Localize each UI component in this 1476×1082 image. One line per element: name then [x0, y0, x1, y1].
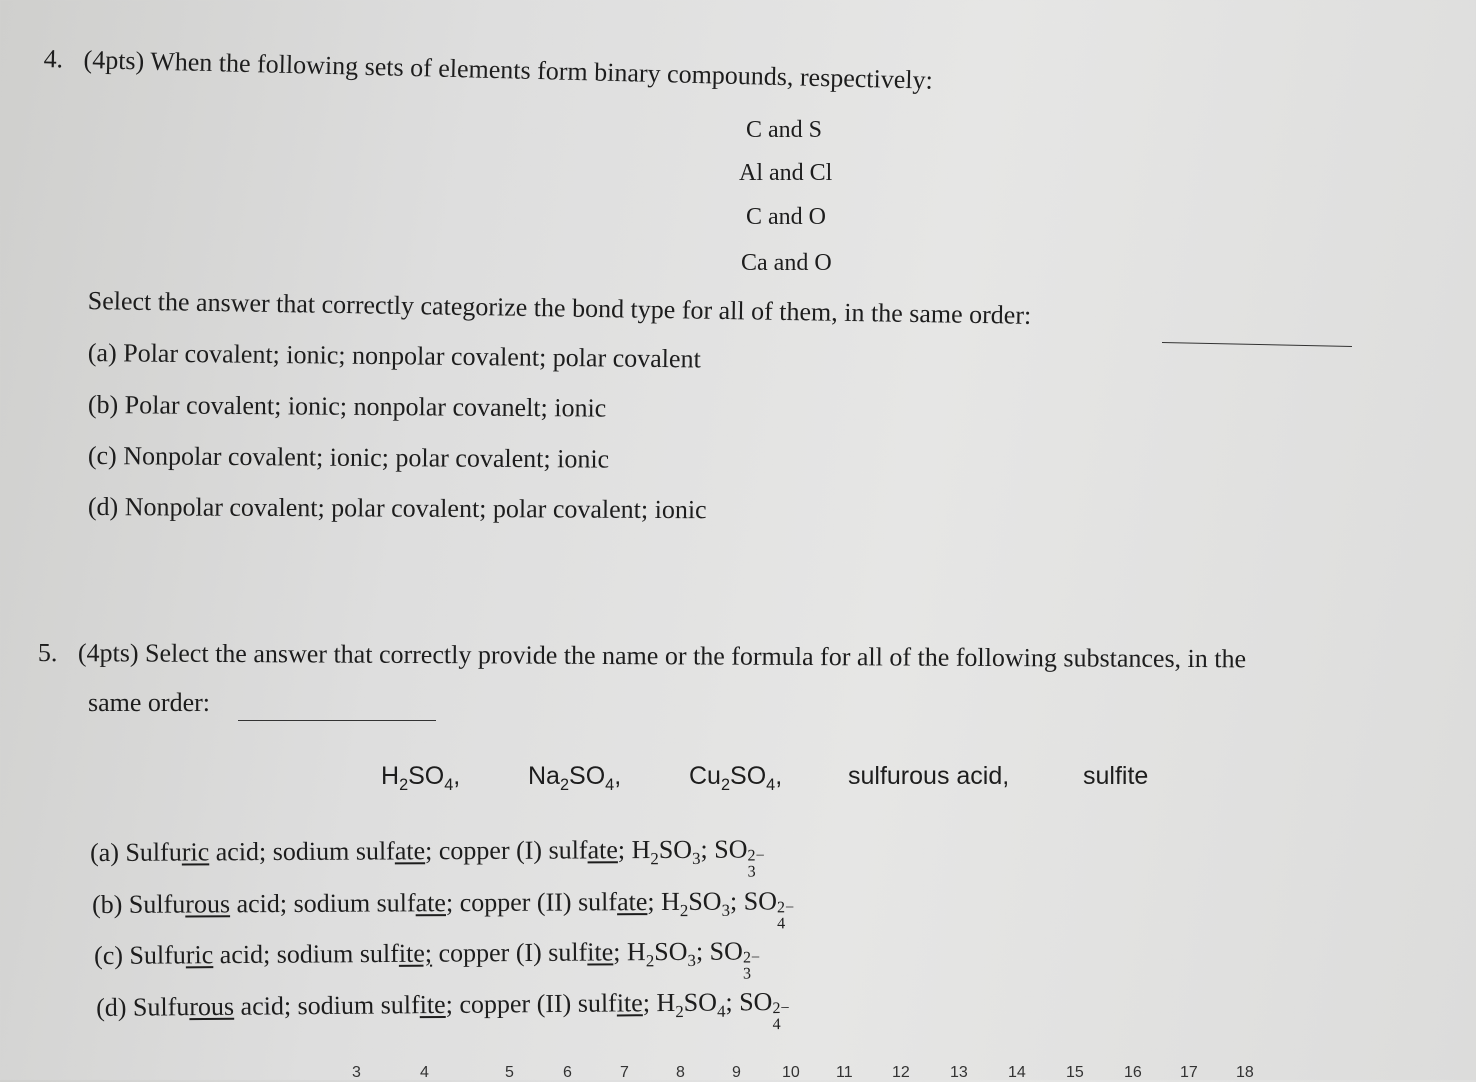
q4-prompt — [88, 286, 1032, 331]
q4-option-b: (b) Polar covalent; ionic; nonpolar covanelt; ionic — [88, 390, 607, 424]
q5-b-u2: ate — [416, 888, 446, 917]
q5-stem-line — [38, 638, 1246, 674]
substance-na2so4-sub2: 4 — [605, 776, 614, 794]
substance-h2so4-sub2: 4 — [444, 776, 453, 794]
q5-d-sub2: 4 — [717, 1002, 726, 1021]
strip-number: 9 — [732, 1064, 741, 1082]
substance-h2so4-part1: H — [381, 762, 399, 790]
substance-na2so4-sub1: 2 — [560, 776, 569, 794]
strip-number: 17 — [1180, 1064, 1198, 1082]
q5-option-a — [90, 834, 762, 872]
q5-a-t4: SO — [659, 835, 692, 864]
bottom-number-strip — [0, 1064, 1476, 1080]
q4-prompt-text: Select the answer that correctly categorize the bond type for all of them, in the same order: — [88, 286, 1032, 330]
q5-c-t5: ; SO — [696, 936, 743, 965]
strip-number: 8 — [676, 1064, 685, 1082]
q5-stem: (4pts) Select the answer that correctly provide the name or the formula for all of the following substances, in the — [78, 638, 1246, 673]
q5-b-u1: rous — [185, 889, 230, 918]
substance-h2so4-sub1: 2 — [399, 776, 408, 794]
q5-c-sub1: 2 — [646, 951, 655, 970]
q5-b-u3: ate — [617, 887, 647, 916]
strip-number: 11 — [836, 1064, 853, 1082]
q5-option-b — [92, 886, 791, 924]
substance-cu2so4 — [689, 762, 782, 795]
substance-cu2so4-part2: SO — [730, 762, 766, 790]
substance-na2so4-part1: Na — [528, 762, 560, 790]
substance-h2so4 — [381, 762, 460, 795]
q5-d-t1: acid; sodium sulf — [234, 990, 420, 1021]
strip-number: 14 — [1008, 1064, 1026, 1082]
strip-number: 7 — [620, 1064, 629, 1082]
q4-pair-1: C and S — [746, 117, 822, 144]
q5-c-t2: copper (I) sulf — [432, 938, 587, 968]
q5-d-t5: ; SO — [725, 987, 772, 1016]
q5-a-subscript: 3 — [748, 864, 756, 882]
q5-b-charge: 2− — [777, 899, 794, 917]
q5-a-label: (a) Sulfu — [90, 838, 182, 867]
q5-stem-2: same order: — [88, 688, 210, 718]
q5-a-sub2: 3 — [692, 849, 701, 868]
q5-b-t4: SO — [688, 887, 721, 916]
q5-option-c — [94, 936, 757, 975]
q5-c-u3: ite — [587, 937, 613, 966]
q5-d-subscript: 4 — [773, 1016, 781, 1034]
strip-number: 16 — [1124, 1064, 1142, 1082]
q4-answer-blank[interactable] — [1162, 341, 1352, 347]
strip-number: 4 — [420, 1064, 429, 1082]
q5-b-t3: ; H — [647, 887, 680, 916]
substance-na2so4 — [528, 762, 621, 795]
substance-cu2so4-sub2: 4 — [766, 776, 775, 794]
q5-a-u1: ric — [182, 837, 210, 866]
q5-a-charge: 2− — [747, 847, 764, 865]
q4-stem: (4pts) When the following sets of elements form binary compounds, respectively: — [83, 45, 933, 95]
strip-number: 5 — [505, 1064, 514, 1082]
strip-number: 13 — [950, 1064, 968, 1082]
strip-number: 6 — [563, 1064, 572, 1082]
q5-d-sub1: 2 — [675, 1002, 684, 1021]
q4-option-d: (d) Nonpolar covalent; polar covalent; polar covalent; ionic — [88, 492, 707, 525]
substance-sulfite: sulfite — [1083, 762, 1148, 791]
q5-d-u3: ite — [617, 988, 643, 1017]
q5-b-t2: ; copper (II) sulf — [446, 887, 617, 917]
substance-cu2so4-sub1: 2 — [721, 776, 730, 794]
q5-c-charge: 2− — [743, 949, 760, 967]
q5-d-t4: SO — [684, 988, 718, 1017]
q5-d-label: (d) Sulfu — [96, 992, 189, 1022]
strip-number: 3 — [352, 1064, 361, 1082]
q5-number: 5. — [38, 638, 58, 667]
q5-b-sub1: 2 — [680, 901, 689, 920]
q5-b-label: (b) Sulfu — [92, 890, 185, 919]
q5-d-u1: rous — [189, 992, 234, 1021]
q4-pair-4: Ca and O — [741, 250, 832, 277]
q5-c-sub2: 3 — [687, 951, 696, 970]
q5-d-charge: 2− — [772, 1000, 789, 1018]
q5-c-label: (c) Sulfu — [94, 940, 186, 970]
q5-b-subscript: 4 — [777, 915, 785, 933]
q4-option-a: (a) Polar covalent; ionic; nonpolar covalent; polar covalent — [88, 338, 701, 374]
q5-c-t3: ; H — [613, 937, 646, 966]
substance-cu2so4-part1: Cu — [689, 762, 721, 790]
q5-b-t1: acid; sodium sulf — [230, 888, 416, 918]
q5-a-t2: ; copper (I) sulf — [425, 835, 588, 865]
q5-c-t4: SO — [654, 937, 687, 966]
q5-a-t5: ; SO — [700, 835, 747, 864]
substance-h2so4-comma: , — [453, 762, 460, 790]
q5-d-u2: ite — [420, 990, 446, 1019]
q5-a-sub1: 2 — [650, 849, 659, 868]
q5-c-u1: ric — [186, 940, 214, 969]
strip-number: 15 — [1066, 1064, 1084, 1082]
q5-option-d — [96, 987, 787, 1027]
substance-na2so4-part2: SO — [569, 762, 605, 790]
q4-pair-2: Al and Cl — [739, 160, 832, 187]
q5-a-t1: acid; sodium sulf — [209, 836, 395, 866]
q5-b-sub2: 3 — [722, 901, 731, 920]
q5-d-t2: ; copper (II) sulf — [446, 988, 617, 1018]
q4-stem-line — [43, 44, 933, 96]
q5-a-u2: ate — [395, 836, 425, 865]
substance-sulfurous-acid: sulfurous acid, — [848, 762, 1009, 791]
q5-a-u3: ate — [587, 835, 617, 864]
q5-d-t3: ; H — [643, 988, 676, 1017]
q5-c-t1: acid; sodium sulf — [213, 939, 399, 969]
substance-na2so4-comma: , — [614, 762, 621, 790]
substance-h2so4-part2: SO — [408, 762, 444, 790]
q5-c-u2: ite; — [399, 939, 432, 968]
strip-number: 10 — [782, 1064, 800, 1082]
q5-a-t3: ; H — [618, 835, 651, 864]
substance-cu2so4-comma: , — [775, 762, 782, 790]
strip-number: 18 — [1236, 1064, 1254, 1082]
q5-c-subscript: 3 — [743, 966, 751, 984]
q5-answer-blank[interactable] — [238, 719, 436, 721]
q4-option-c: (c) Nonpolar covalent; ionic; polar covalent; ionic — [88, 441, 609, 475]
q5-b-t5: ; SO — [730, 886, 777, 915]
q4-pair-3: C and O — [746, 204, 826, 231]
strip-number: 12 — [892, 1064, 910, 1082]
q4-number: 4. — [43, 44, 63, 73]
